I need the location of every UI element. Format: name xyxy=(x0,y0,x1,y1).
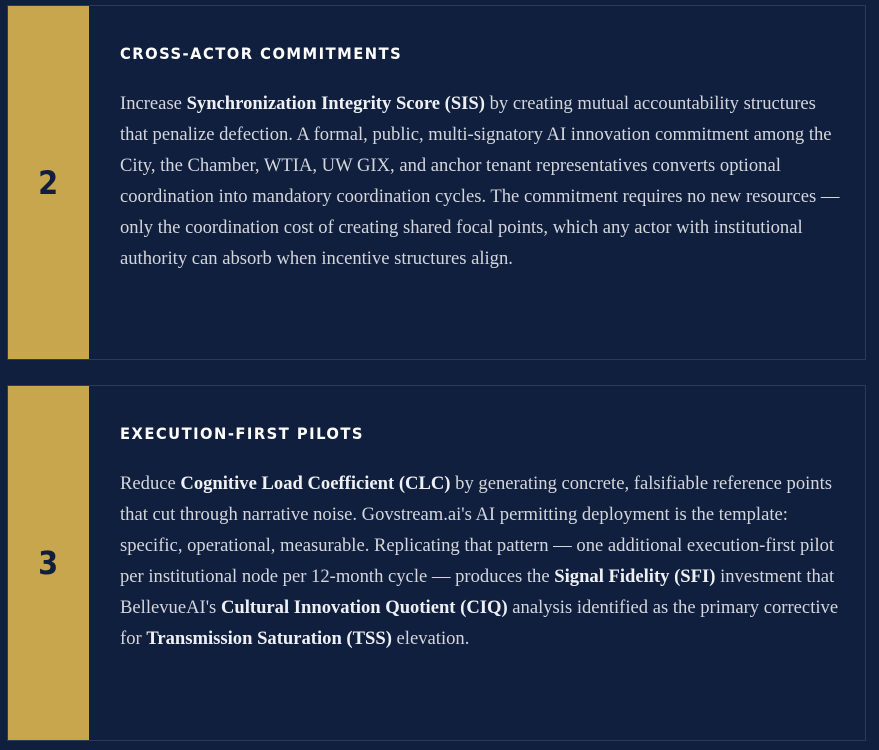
card-content xyxy=(120,386,841,654)
body-text-segment: by creating mutual accountability structures that penalize defection. A formal, public, multi-signatory AI innovation commitment among the City, the Chamber, WTIA, UW GIX, and anchor tenant representatives converts optional coordination into mandatory coordination cycles. The commitment requires no new resources — only the coordination cost of creating shared focal points, which any actor with institutional authority can absorb when incentive structures align. xyxy=(120,93,840,269)
body-text-segment: Reduce xyxy=(120,473,181,494)
card-number: 3 xyxy=(38,544,59,582)
card-content xyxy=(120,6,841,274)
number-badge xyxy=(8,386,89,740)
card-body xyxy=(120,468,841,654)
metric-term: Signal Fidelity (SFI) xyxy=(554,566,716,587)
body-text-segment: analysis identified as the primary corrective for xyxy=(120,597,839,649)
recommendation-card-2 xyxy=(7,5,866,360)
body-text-segment: investment that BellevueAI's xyxy=(120,566,835,618)
metric-term: Cultural Innovation Quotient (CIQ) xyxy=(220,597,508,618)
metric-term: Synchronization Integrity Score (SIS) xyxy=(186,93,485,114)
card-title: CROSS-ACTOR COMMITMENTS xyxy=(120,44,403,63)
card-body xyxy=(120,88,841,274)
metric-term: Transmission Saturation (TSS) xyxy=(146,628,392,649)
card-title: EXECUTION-FIRST PILOTS xyxy=(120,424,364,443)
body-text-segment: Increase xyxy=(120,93,187,114)
card-number: 2 xyxy=(38,163,59,202)
number-badge xyxy=(8,6,89,359)
metric-term: Cognitive Load Coefficient (CLC) xyxy=(180,473,451,494)
body-text-segment: by generating concrete, falsifiable reference points that cut through narrative noise. Govstream.ai's AI permitting deployment is the template: specific, operational, measurable. Replicating that pattern — one additional execution-first pilot per institutional node per 12-month cycle — produces the xyxy=(120,473,835,587)
body-text-segment: elevation. xyxy=(391,628,470,649)
recommendation-card-3 xyxy=(7,385,866,741)
